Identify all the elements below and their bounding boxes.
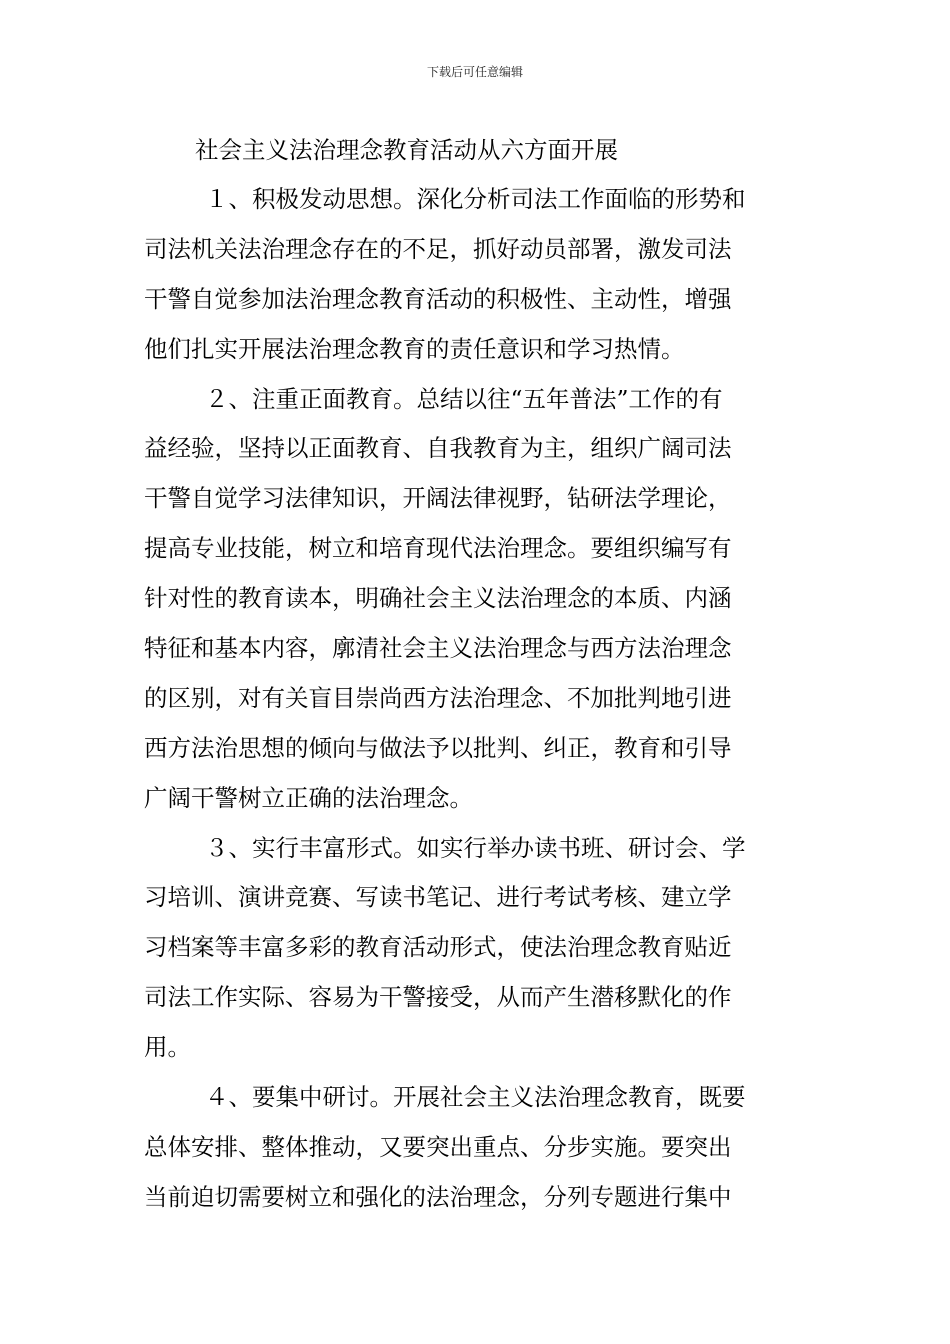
body-text-line: 当前迫切需要树立和强化的法治理念，分列专题进行集中	[144, 1182, 732, 1211]
page-header: 下载后可任意编辑	[426, 65, 523, 79]
body-text-line: 总体安排、整体推动，又要突出重点、分步实施。要突出	[144, 1132, 732, 1161]
document-title: 社会主义法治理念教育活动从六方面开展	[195, 136, 618, 164]
body-text-line: ２、注重正面教育。总结以往“五年普法”工作的有	[205, 384, 723, 413]
body-text-line: １、积极发动思想。深化分析司法工作面临的形势和	[205, 185, 746, 213]
body-text-line: 用。	[144, 1033, 191, 1062]
body-text-line: 广阔干警树立正确的法治理念。	[144, 783, 473, 812]
body-text-line: 司法工作实际、容易为干警接受，从而产生潜移默化的作	[144, 983, 732, 1012]
body-text-line: 司法机关法治理念存在的不足，抓好动员部署，激发司法	[144, 234, 732, 263]
body-text-line: 针对性的教育读本，明确社会主义法治理念的本质、内涵	[144, 584, 732, 613]
body-text-line: 干警自觉参加法治理念教育活动的积极性、主动性，增强	[144, 284, 732, 313]
body-text-line: 的区别，对有关盲目崇尚西方法治理念、不加批判地引进	[144, 683, 732, 712]
body-text-line: 习培训、演讲竞赛、写读书笔记、进行考试考核、建立学	[144, 883, 732, 912]
body-text-line: 西方法治思想的倾向与做法予以批判、纠正，教育和引导	[144, 733, 732, 762]
body-text-line: 干警自觉学习法律知识，开阔法律视野，钻研法学理论，	[144, 484, 732, 513]
body-text-line: ３、实行丰富形式。如实行举办读书班、研讨会、学	[205, 833, 746, 862]
body-text-line: 特征和基本内容，廓清社会主义法治理念与西方法治理念	[144, 634, 732, 663]
body-text-line: 益经验，坚持以正面教育、自我教育为主，组织广阔司法	[144, 434, 732, 463]
body-text-line: 习档案等丰富多彩的教育活动形式，使法治理念教育贴近	[144, 933, 732, 962]
body-text-line: 他们扎实开展法治理念教育的责任意识和学习热情。	[144, 334, 685, 363]
document-body	[144, 182, 814, 1230]
body-text-line: 提高专业技能，树立和培育现代法治理念。要组织编写有	[144, 534, 732, 563]
body-text-line: ４、要集中研讨。开展社会主义法治理念教育，既要	[205, 1083, 746, 1112]
